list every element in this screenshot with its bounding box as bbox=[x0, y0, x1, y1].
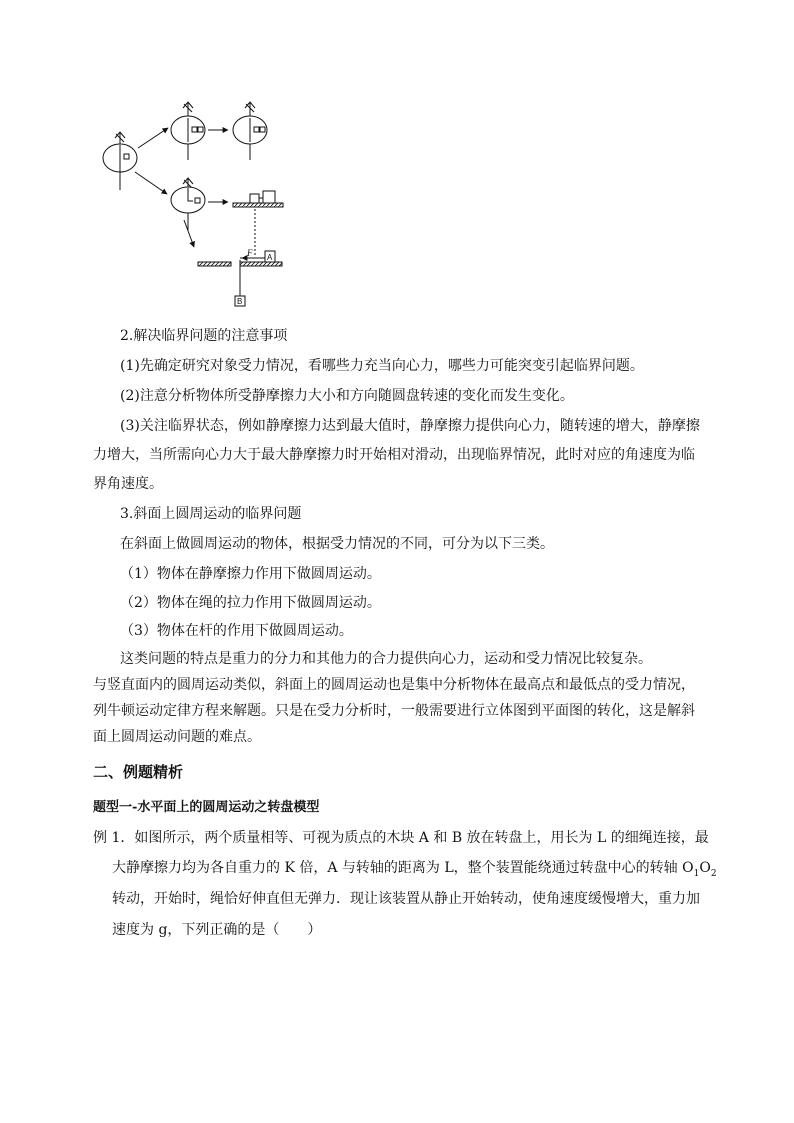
paragraph-continuation: 列牛顿运动定律方程来解题。只是在受力分析时，一般需要进行立体图到平面图的转化，这是解斜 bbox=[93, 703, 695, 719]
block-a-label: A bbox=[267, 253, 273, 262]
example-text: 速度为 g，下列正确的是（ ） bbox=[112, 922, 322, 938]
turntable-diagram bbox=[95, 90, 295, 310]
type-title: 题型一-水平面上的圆周运动之转盘模型 bbox=[93, 800, 320, 815]
paragraph: (3)关注临界状态，例如静摩擦力达到最大值时，静摩擦力提供向心力，随转速的增大，静摩擦 bbox=[120, 418, 700, 434]
paragraph: 这类问题的特点是重力的分力和其他力的合力提供向心力，运动和受力情况比较复杂。 bbox=[120, 651, 652, 667]
paragraph-continuation: 界角速度。 bbox=[93, 476, 163, 492]
section-heading-3: 3.斜面上圆周运动的临界问题 bbox=[120, 506, 302, 522]
force-label: F bbox=[247, 248, 253, 258]
paragraph: (1)先确定研究对象受力情况，看哪些力充当向心力，哪些力可能突变引起临界问题。 bbox=[120, 358, 644, 374]
paragraph-continuation: 与竖直面内的圆周运动类似，斜面上的圆周运动也是集中分析物体在最高点和最低点的受力情况， bbox=[93, 677, 695, 693]
list-item: （2）物体在绳的拉力作用下做圆周运动。 bbox=[120, 595, 381, 611]
paragraph-continuation: 力增大，当所需向心力大于最大静摩擦力时开始相对滑动，出现临界情况，此时对应的角速度为临 bbox=[93, 447, 695, 463]
example-text: 转动，开始时，绳恰好伸直但无弹力．现让该装置从静止开始转动，使角速度缓慢增大，重力加 bbox=[112, 891, 700, 907]
example-text: 例 1．如图所示，两个质量相等、可视为质点的木块 A 和 B 放在转盘上，用长为 L 的细绳连接，最 bbox=[93, 830, 709, 846]
subscript: 2 bbox=[710, 868, 717, 879]
list-item: （1）物体在静摩擦力作用下做圆周运动。 bbox=[120, 566, 381, 582]
example-text bbox=[112, 858, 717, 884]
example-text-segment: O bbox=[699, 860, 711, 876]
section-heading-2: 2.解决临界问题的注意事项 bbox=[120, 328, 288, 344]
turntable-top-right bbox=[233, 102, 267, 160]
turntable-left bbox=[103, 132, 137, 190]
block-b-label: B bbox=[237, 297, 243, 306]
side-view-blocks bbox=[233, 191, 283, 255]
example-text-segment: 大静摩擦力均为各自重力的 K 倍，A 与转轴的距离为 L，整个装置能绕通过转盘中心的转轴 O bbox=[112, 860, 694, 876]
turntable-top-middle bbox=[171, 102, 205, 160]
subscript: 1 bbox=[693, 868, 700, 879]
paragraph-continuation: 面上圆周运动问题的难点。 bbox=[93, 729, 261, 745]
paragraph: (2)注意分析物体所受静摩擦力大小和方向随圆盘转速的变化而发生变化。 bbox=[120, 388, 574, 404]
turntable-middle bbox=[171, 178, 205, 230]
paragraph: 在斜面上做圆周运动的物体，根据受力情况的不同，可分为以下三类。 bbox=[120, 536, 554, 552]
list-item: （3）物体在杆的作用下做圆周运动。 bbox=[120, 623, 353, 639]
section-heading-examples: 二、例题精析 bbox=[93, 763, 184, 781]
